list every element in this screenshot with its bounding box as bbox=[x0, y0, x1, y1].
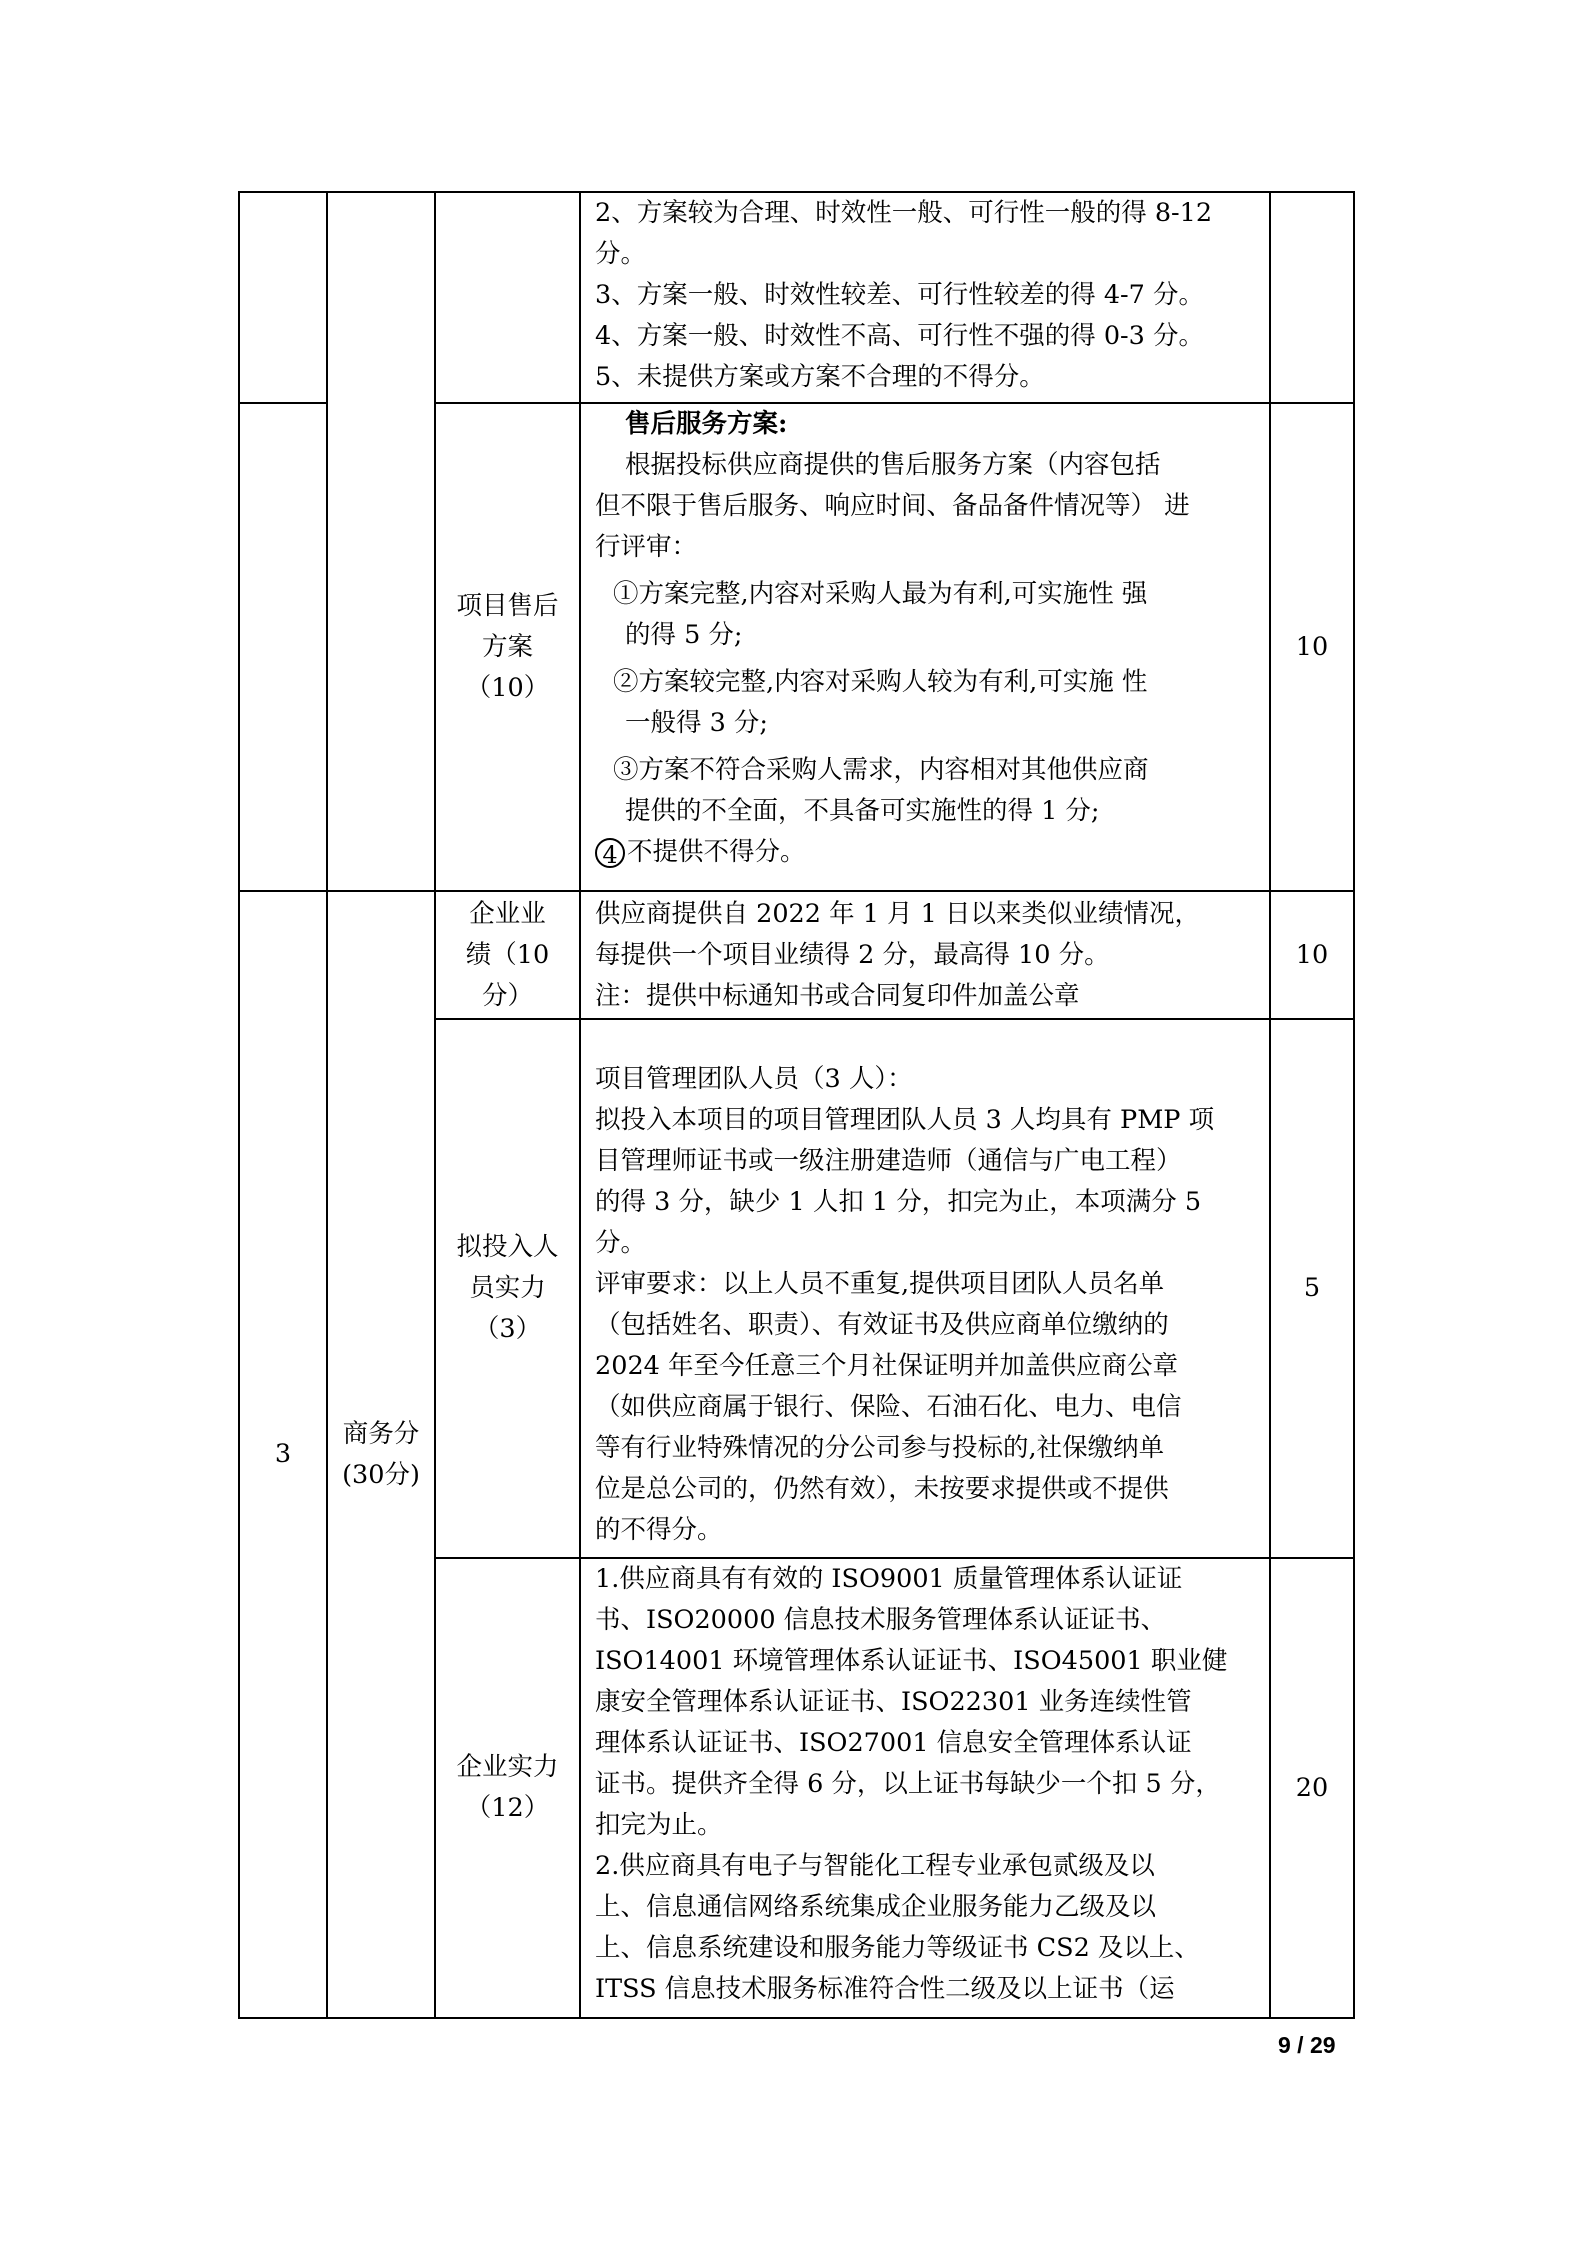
criteria-line: ②方案较完整,内容对采购人较为有利,可实施 性 bbox=[613, 667, 1148, 697]
criteria-line: 的得 5 分; bbox=[625, 620, 743, 650]
criteria-line: 评审要求：以上人员不重复,提供项目团队人员名单 bbox=[595, 1269, 1165, 1299]
category-cell bbox=[327, 192, 435, 891]
criteria-line: 行评审： bbox=[595, 532, 698, 562]
criteria-line: 书、ISO20000 信息技术服务管理体系认证证书、 bbox=[595, 1605, 1167, 1635]
criteria-line: ①方案完整,内容对采购人最为有利,可实施性 强 bbox=[613, 579, 1148, 609]
score-cell: 10 bbox=[1270, 891, 1354, 1019]
criteria-line: 分。 bbox=[595, 1228, 647, 1258]
criteria-line: 的不得分。 bbox=[595, 1515, 723, 1545]
criteria-line: 2.供应商具有电子与智能化工程专业承包贰级及以 bbox=[595, 1851, 1155, 1881]
criteria-line: 分。 bbox=[595, 239, 647, 269]
criteria-line: 3、方案一般、时效性较差、可行性较差的得 4-7 分。 bbox=[595, 280, 1205, 310]
item-cell bbox=[435, 1019, 580, 1558]
item-cell bbox=[435, 192, 580, 403]
criteria-line: 2024 年至今任意三个月社保证明并加盖供应商公章 bbox=[595, 1351, 1179, 1381]
criteria-line: ITSS 信息技术服务标准符合性二级及以上证书（运 bbox=[595, 1974, 1175, 2004]
criteria-line: 根据投标供应商提供的售后服务方案（内容包括 bbox=[625, 450, 1161, 480]
item-label: 项目售后方案（10） bbox=[456, 590, 559, 703]
criteria-line: ISO14001 环境管理体系认证证书、ISO45001 职业健 bbox=[595, 1646, 1228, 1676]
item-cell bbox=[435, 1558, 580, 2018]
category-label: 商务分(30分) bbox=[342, 1418, 420, 1490]
criteria-cell bbox=[580, 1019, 1270, 1558]
criteria-cell bbox=[580, 192, 1270, 403]
score-cell: 10 bbox=[1270, 403, 1354, 891]
scoring-table bbox=[238, 191, 1355, 2019]
criteria-line: 注：提供中标通知书或合同复印件加盖公章 bbox=[595, 980, 1080, 1011]
table-row bbox=[239, 891, 1354, 1019]
score-cell: 5 bbox=[1270, 1019, 1354, 1558]
criteria-line: 4、方案一般、时效性不高、可行性不强的得 0-3 分。 bbox=[595, 321, 1205, 351]
criteria-line: 理体系认证证书、ISO27001 信息安全管理体系认证 bbox=[595, 1728, 1192, 1758]
criteria-line: 一般得 3 分; bbox=[625, 708, 769, 738]
criteria-line: 供应商提供自 2022 年 1 月 1 日以来类似业绩情况， bbox=[595, 898, 1200, 929]
criteria-line: 每提供一个项目业绩得 2 分，最高得 10 分。 bbox=[595, 939, 1110, 970]
item-label: 企业实力（12） bbox=[456, 1752, 559, 1823]
criteria-cell bbox=[580, 403, 1270, 891]
page-number: 9 / 29 bbox=[1278, 2032, 1336, 2058]
criteria-line: 但不限于售后服务、响应时间、备品备件情况等） 进 bbox=[595, 491, 1190, 521]
criteria-line: 的得 3 分，缺少 1 人扣 1 分，扣完为止，本项满分 5 bbox=[595, 1187, 1202, 1217]
criteria-line: 拟投入本项目的项目管理团队人员 3 人均具有 PMP 项 bbox=[595, 1105, 1215, 1135]
criteria-line: 2、方案较为合理、时效性一般、可行性一般的得 8-12 bbox=[595, 198, 1213, 228]
criteria-line: 上、信息系统建设和服务能力等级证书 CS2 及以上、 bbox=[595, 1933, 1200, 1963]
section-heading: 售后服务方案: bbox=[625, 409, 788, 439]
item-cell bbox=[435, 891, 580, 1019]
criteria-line: 5、未提供方案或方案不合理的不得分。 bbox=[595, 362, 1045, 392]
category-cell bbox=[327, 891, 435, 2018]
score-cell: 20 bbox=[1270, 1558, 1354, 2018]
no-cell bbox=[239, 192, 327, 403]
criteria-line: 目管理师证书或一级注册建造师（通信与广电工程） bbox=[595, 1146, 1182, 1176]
criteria-cell bbox=[580, 1558, 1270, 2018]
no-cell bbox=[239, 403, 327, 891]
criteria-line: 上、信息通信网络系统集成企业服务能力乙级及以 bbox=[595, 1892, 1157, 1922]
item-cell bbox=[435, 403, 580, 891]
item-label: 企业业绩（10分） bbox=[465, 898, 550, 1011]
criteria-line: （如供应商属于银行、保险、石油石化、电力、电信 bbox=[595, 1392, 1182, 1422]
criteria-text: 不提供不得分。 bbox=[627, 837, 806, 867]
criteria-line: 项目管理团队人员（3 人）： bbox=[595, 1064, 913, 1094]
criteria-line bbox=[595, 832, 1255, 873]
criteria-line: 1.供应商具有有效的 ISO9001 质量管理体系认证证 bbox=[595, 1564, 1183, 1594]
criteria-line: 提供的不全面，不具备可实施性的得 1 分; bbox=[625, 796, 1100, 826]
criteria-line: 等有行业特殊情况的分公司参与投标的,社保缴纳单 bbox=[595, 1433, 1165, 1463]
criteria-line: 证书。提供齐全得 6 分，以上证书每缺少一个扣 5 分， bbox=[595, 1769, 1221, 1799]
criteria-line: 扣完为止。 bbox=[595, 1810, 723, 1840]
criteria-line: 位是总公司的，仍然有效），未按要求提供或不提供 bbox=[595, 1474, 1169, 1504]
item-label: 拟投入人员实力（3） bbox=[456, 1232, 559, 1344]
criteria-line: ③方案不符合采购人需求，内容相对其他供应商 bbox=[613, 755, 1149, 785]
criteria-line: 康安全管理体系认证证书、ISO22301 业务连续性管 bbox=[595, 1687, 1192, 1717]
circled-number: 4 bbox=[595, 838, 625, 868]
table-row bbox=[239, 192, 1354, 403]
criteria-cell bbox=[580, 891, 1270, 1019]
no-cell: 3 bbox=[239, 891, 327, 2018]
criteria-line: （包括姓名、职责）、有效证书及供应商单位缴纳的 bbox=[595, 1310, 1169, 1340]
score-cell bbox=[1270, 192, 1354, 403]
